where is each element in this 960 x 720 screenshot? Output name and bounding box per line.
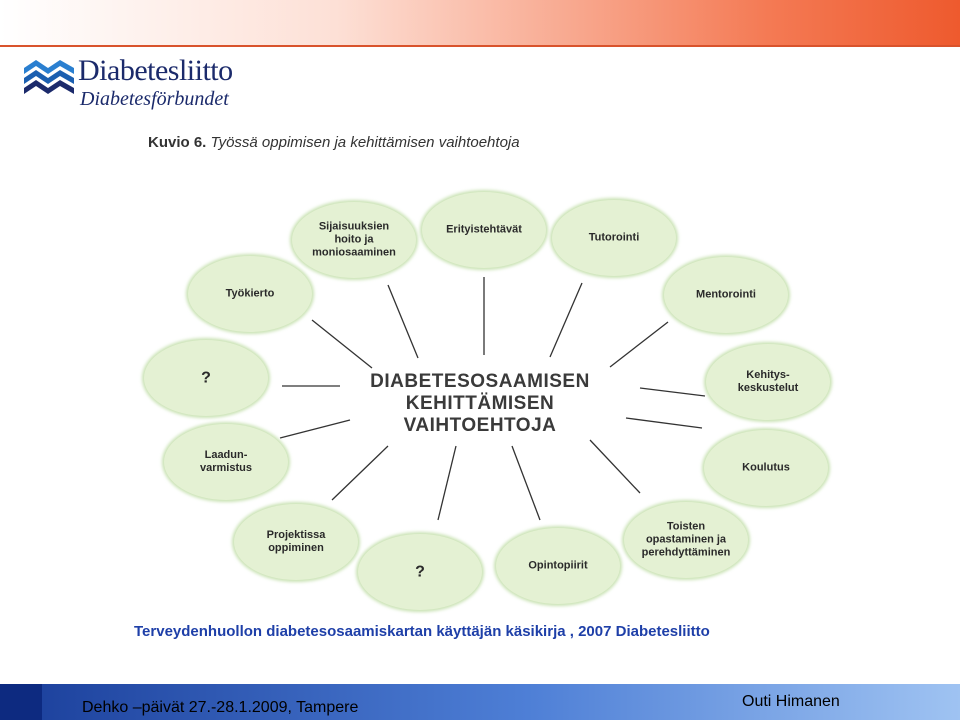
spoke-question-bottom: [438, 446, 456, 520]
figure-label: Kuvio 6.: [148, 134, 207, 151]
center-title: [370, 371, 590, 437]
spoke-kehityskeskustelut: [640, 388, 705, 396]
bubble-label-erityistehtavat: Erityistehtävät: [446, 223, 522, 236]
center-title-line-1: DIABETESOSAAMISEN: [370, 371, 590, 392]
logo-name: Diabetesliitto: [78, 54, 233, 87]
bubble-label-laadunvarmistus: Laadun- varmistus: [200, 449, 252, 474]
spoke-tutorointi: [550, 283, 582, 357]
center-title-line-3: VAIHTOEHTOJA: [403, 415, 557, 436]
bubble-label-tutorointi: Tutorointi: [588, 231, 640, 244]
bubble-label-opintopiirit: Opintopiirit: [528, 559, 588, 572]
bottom-corner-square: [0, 684, 42, 720]
logo-subtitle: Diabetesförbundet: [80, 88, 229, 110]
bubble-label-mentorointi: Mentorointi: [696, 288, 756, 301]
bubble-label-tyokierto: Työkierto: [225, 287, 275, 300]
spoke-toisten-opastaminen: [590, 440, 640, 493]
spoke-tyokierto: [312, 320, 372, 368]
bubble-label-question-left: ?: [201, 369, 211, 387]
center-title-line-2: KEHITTÄMISEN: [405, 393, 555, 414]
bubble-label-toisten-opastaminen: Toisten opastaminen ja perehdyttäminen: [641, 520, 731, 559]
spoke-opintopiirit: [512, 446, 540, 520]
footer-author: Outi Himanen: [742, 693, 840, 710]
spoke-koulutus: [626, 418, 702, 428]
bubble-label-projektissa-oppiminen: Projektissa oppiminen: [266, 529, 326, 554]
spoke-mentorointi: [610, 322, 668, 367]
spoke-laadunvarmistus: [280, 420, 350, 438]
spoke-sijaisuuksien-hoito: [388, 285, 418, 358]
bubble-label-kehityskeskustelut: Kehitys- keskustelut: [737, 369, 799, 394]
bubble-label-question-bottom: ?: [415, 563, 425, 581]
source-note: Terveydenhuollon diabetesosaamiskartan käyttäjän käsikirja , 2007 Diabetesliitto: [134, 623, 710, 640]
footer-event: Dehko –päivät 27.-28.1.2009, Tampere: [82, 699, 359, 716]
bubble-label-sijaisuuksien-hoito: Sijaisuuksien hoito ja moniosaaminen: [312, 220, 396, 259]
figure-title: Työssä oppimisen ja kehittämisen vaihtoehtoja: [210, 134, 520, 151]
bubble-label-koulutus: Koulutus: [742, 461, 790, 474]
spoke-projektissa-oppiminen: [332, 446, 388, 500]
